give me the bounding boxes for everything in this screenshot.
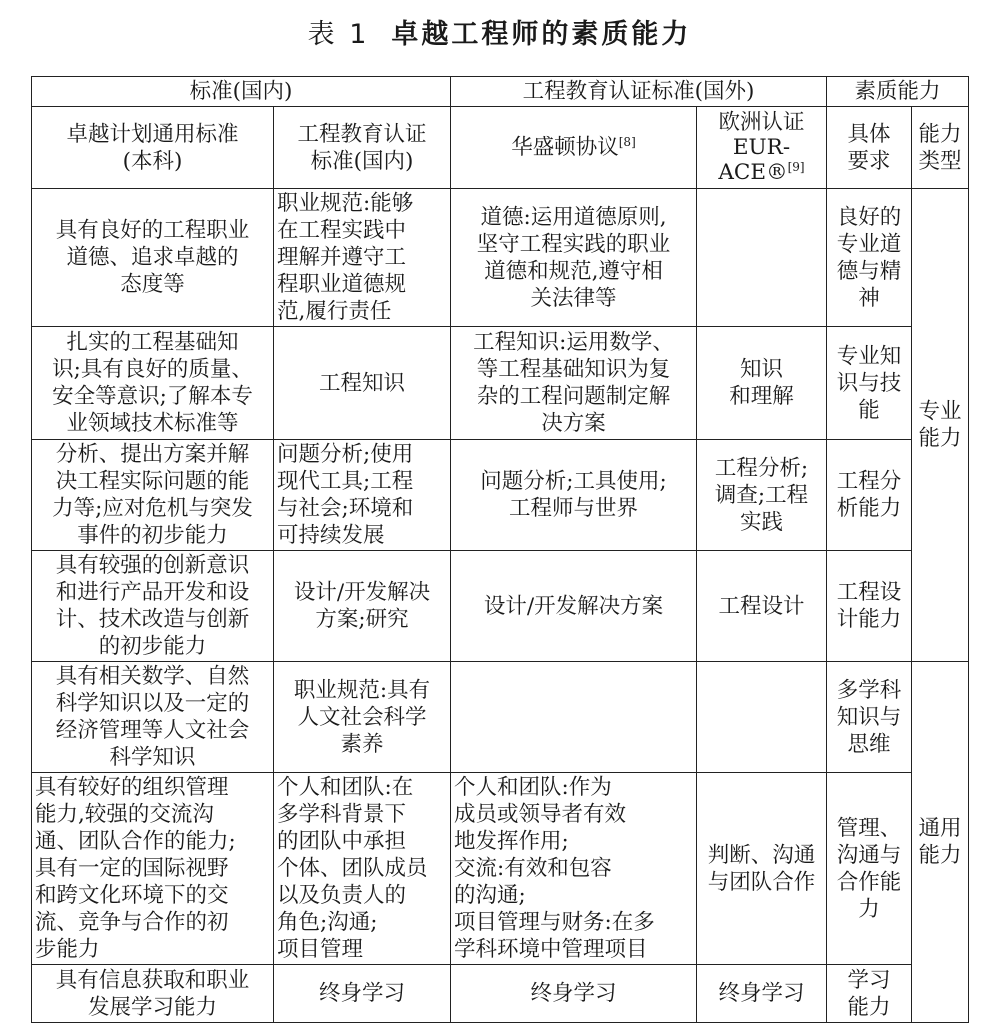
cell-domestic: 问题分析;使用 现代工具;工程 与社会;环境和 可持续发展 — [274, 440, 451, 551]
cell-eur-ace: 知识 和理解 — [697, 327, 827, 440]
cell-type-general: 通用 能力 — [912, 662, 969, 1023]
header-requirement: 具体 要求 — [827, 107, 912, 189]
cell-domestic: 职业规范:具有 人文社会科学 素养 — [274, 662, 451, 773]
cell-eur-ace: 判断、沟通 与团队合作 — [697, 773, 827, 965]
cell-excellence: 具有较强的创新意识 和进行产品开发和设 计、技术改造与创新 的初步能力 — [32, 551, 274, 662]
eur-ace-label: 欧洲认证 EUR- ACE® — [718, 110, 805, 185]
header-domestic-cert: 工程教育认证 标准(国内) — [274, 107, 451, 189]
table-number: 表 1 — [307, 19, 370, 50]
cell-eur-ace: 工程分析; 调查;工程 实践 — [697, 440, 827, 551]
cell-washington: 设计/开发解决方案 — [451, 551, 697, 662]
cell-requirement: 工程设 计能力 — [827, 551, 912, 662]
cell-eur-ace — [697, 662, 827, 773]
quality-ability-table — [31, 76, 969, 1023]
cell-domestic: 终身学习 — [274, 965, 451, 1023]
table-row — [32, 662, 969, 773]
cell-eur-ace: 工程设计 — [697, 551, 827, 662]
cell-requirement: 管理、 沟通与 合作能 力 — [827, 773, 912, 965]
cell-excellence: 具有良好的工程职业 道德、追求卓越的 态度等 — [32, 189, 274, 327]
cell-excellence: 具有较好的组织管理 能力,较强的交流沟 通、团队合作的能力; 具有一定的国际视野 和跨文化环境下的交 流、竞争与合作的初 步能力 — [32, 773, 274, 965]
cell-domestic: 职业规范:能够 在工程实践中 理解并遵守工 程职业道德规 范,履行责任 — [274, 189, 451, 327]
table-row — [32, 189, 969, 327]
cell-washington: 问题分析;工具使用; 工程师与世界 — [451, 440, 697, 551]
cell-washington: 个人和团队:作为 成员或领导者有效 地发挥作用; 交流:有效和包容 的沟通; 项目管理与财务:在多 学科环境中管理项目 — [451, 773, 697, 965]
cell-requirement: 多学科 知识与 思维 — [827, 662, 912, 773]
washington-label: 华盛顿协议 — [511, 135, 619, 160]
cell-washington: 终身学习 — [451, 965, 697, 1023]
cell-excellence: 扎实的工程基础知 识;具有良好的质量、 安全等意识;了解本专 业领域技术标准等 — [32, 327, 274, 440]
cell-eur-ace — [697, 189, 827, 327]
cell-excellence: 具有相关数学、自然 科学知识以及一定的 经济管理等人文社会 科学知识 — [32, 662, 274, 773]
header-washington-accord — [451, 107, 697, 189]
header-group-row — [32, 77, 969, 107]
table-row — [32, 327, 969, 440]
cell-requirement: 良好的 专业道 德与精 神 — [827, 189, 912, 327]
cell-excellence: 具有信息获取和职业 发展学习能力 — [32, 965, 274, 1023]
cell-requirement: 专业知 识与技 能 — [827, 327, 912, 440]
washington-ref: [8] — [618, 134, 636, 149]
header-ability-type: 能力 类型 — [912, 107, 969, 189]
cell-domestic: 工程知识 — [274, 327, 451, 440]
cell-domestic: 设计/开发解决 方案;研究 — [274, 551, 451, 662]
header-group-foreign: 工程教育认证标准(国外) — [451, 77, 827, 107]
header-group-quality: 素质能力 — [827, 77, 969, 107]
cell-type-professional: 专业 能力 — [912, 189, 969, 662]
header-excellence-plan: 卓越计划通用标准 (本科) — [32, 107, 274, 189]
cell-washington — [451, 662, 697, 773]
eur-ace-ref: [9] — [787, 159, 805, 174]
table-row — [32, 773, 969, 965]
header-eur-ace — [697, 107, 827, 189]
cell-requirement: 工程分 析能力 — [827, 440, 912, 551]
cell-excellence: 分析、提出方案并解 决工程实际问题的能 力等;应对危机与突发 事件的初步能力 — [32, 440, 274, 551]
cell-domestic: 个人和团队:在 多学科背景下 的团队中承担 个体、团队成员 以及负责人的 角色;沟通; 项目管理 — [274, 773, 451, 965]
table-row — [32, 551, 969, 662]
table-row — [32, 965, 969, 1023]
header-group-domestic: 标准(国内) — [32, 77, 451, 107]
header-column-row — [32, 107, 969, 189]
cell-washington: 工程知识:运用数学、 等工程基础知识为复 杂的工程问题制定解 决方案 — [451, 327, 697, 440]
table-title-text: 卓越工程师的素质能力 — [391, 19, 692, 50]
cell-requirement: 学习 能力 — [827, 965, 912, 1023]
cell-eur-ace: 终身学习 — [697, 965, 827, 1023]
table-row — [32, 440, 969, 551]
cell-washington: 道德:运用道德原则, 坚守工程实践的职业 道德和规范,遵守相 关法律等 — [451, 189, 697, 327]
table-title — [0, 12, 999, 51]
